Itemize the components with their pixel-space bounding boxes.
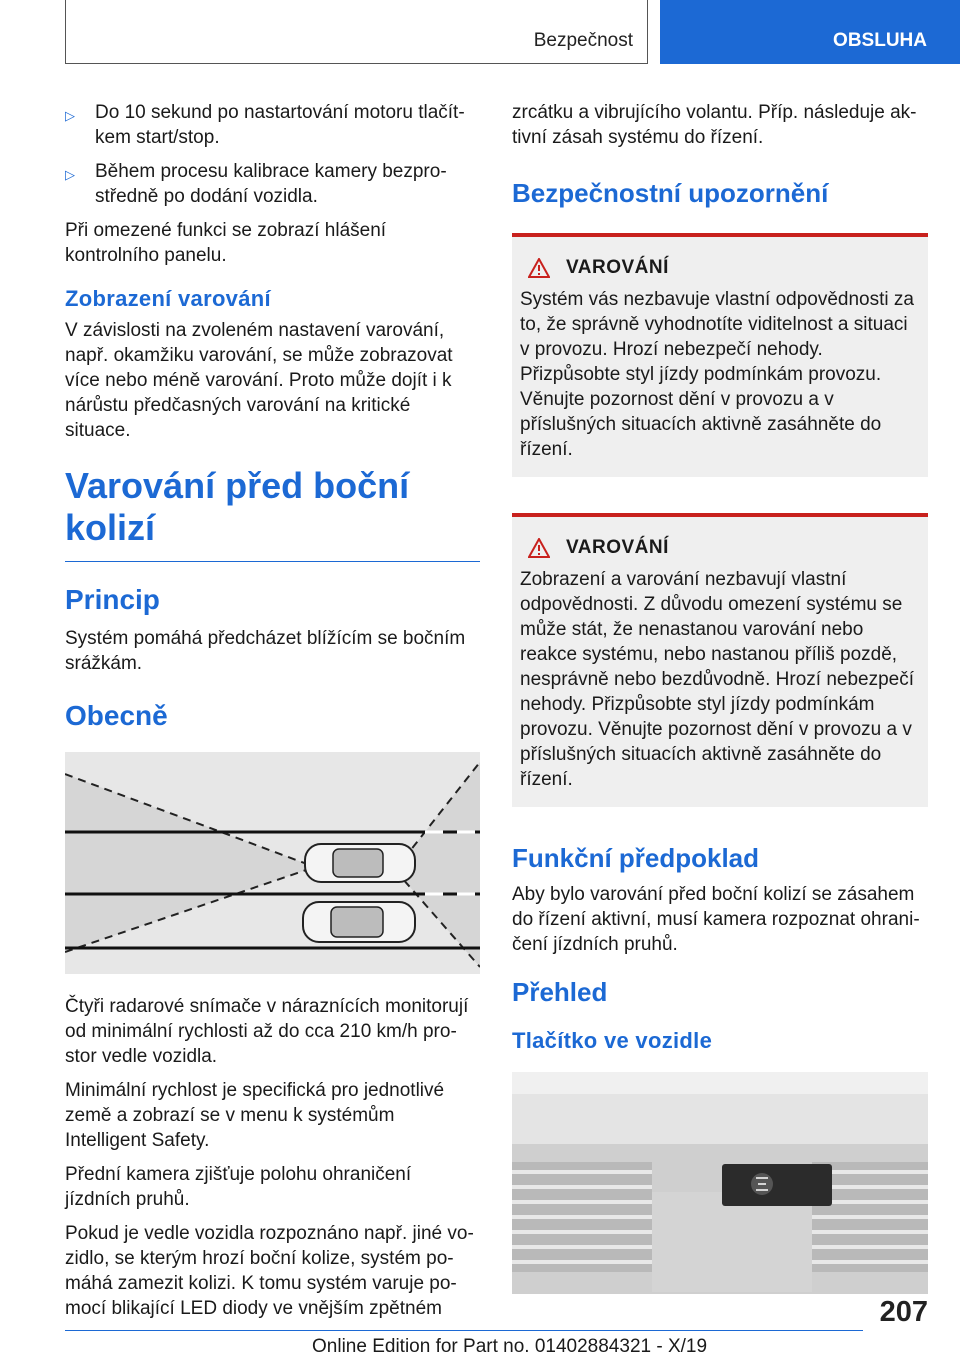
heading-function: Funkční předpoklad <box>512 843 760 873</box>
subheading-display: Zobrazení varování <box>65 286 271 311</box>
header-section-title: Bezpečnost <box>533 30 633 51</box>
footer-divider <box>65 1330 863 1331</box>
heading-overview: Přehled <box>512 977 608 1007</box>
warning-title <box>528 257 920 279</box>
header-tab-label: OBSLUHA <box>833 30 927 51</box>
list-item-text: Do 10 sekund po nastartování motoru tlačítkem start/stop. <box>95 102 465 148</box>
warning-box <box>512 513 928 807</box>
page-number: 207 <box>879 1296 928 1328</box>
warning-box <box>512 233 928 477</box>
subheading-button: Tlačítko ve vozidle <box>512 1028 713 1053</box>
paragraph: Pokud je vedle vozidla rozpoznáno např. jiné vozidlo, se kterým hrozí boční kolize, systém pomáhá zamezit kolizi. K tomu systém varuje pomocí blikající LED diody ve vnějším zpětném <box>65 1223 474 1319</box>
warning-text: Zobrazení a varování nezbavují vlastní odpovědnosti. Z důvodu omezení systému se může stát, že nenastanou varování nebo reakce systému, nebo nastanou příliš pozdě, nesprávně nebo bezdůvodně. Hrozí nebezpečí nehody. Přizpůsobte styl jízdy podmínkám provozu. Věnujte pozornost dění v provozu a v příslušných situacích aktivně zasáhněte do řízení. <box>520 569 914 790</box>
triangle-bullet-icon: ▷ <box>65 167 75 182</box>
paragraph: V závislosti na zvoleném nastavení varování, např. okamžiku varování, se může zobrazovat více nebo méně varování. Proto může dojít i k nárůstu předčasných varování na kritické situace. <box>65 320 453 441</box>
lane-keeping-button[interactable] <box>722 1164 832 1206</box>
list-item <box>65 100 480 150</box>
paragraph: Přední kamera zjišťuje polohu ohraničení jízdních pruhů. <box>65 1164 412 1210</box>
header-box <box>65 0 648 64</box>
chapter-title: Varování před boční kolizí <box>65 465 410 548</box>
warning-title-text: VAROVÁNÍ <box>566 537 669 558</box>
list-item-text: Během procesu kalibrace kamery bezprostředně po dodání vozidla. <box>95 161 447 207</box>
paragraph: Systém pomáhá předcházet blížícím se bočním srážkám. <box>65 628 466 674</box>
paragraph: Aby bylo varování před boční kolizí se zásahem do řízení aktivní, musí kamera rozpoznat ohraničení jízdních pruhů. <box>512 884 920 955</box>
footer-edition: Online Edition for Part no. 01402884321 - X/19 <box>312 1336 708 1357</box>
heading-safety: Bezpečnostní upozornění <box>512 178 829 208</box>
button-in-vehicle-image <box>512 1072 928 1294</box>
heading-princip: Princip <box>65 584 160 615</box>
paragraph: Čtyři radarové snímače v náraznících monitorují od minimální rychlosti až do cca 210 km/h prostor vedle vozidla. <box>65 996 469 1067</box>
triangle-bullet-icon: ▷ <box>65 108 75 123</box>
heading-obecne: Obecně <box>65 700 168 731</box>
warning-triangle-icon <box>528 258 550 278</box>
warning-title-text: VAROVÁNÍ <box>566 257 669 278</box>
warning-title <box>528 537 920 559</box>
road-diagram-illustration <box>65 752 480 974</box>
car-icon <box>303 902 415 942</box>
warning-text: Systém vás nezbavuje vlastní odpovědnosti za to, že správně vyhodnotíte viditelnost a situaci v provozu. Hrozí nebezpečí nehody. Přizpůsobte styl jízdy podmínkám provozu. Věnujte pozornost dění v provozu a v příslušných situacích aktivně zasáhněte do řízení. <box>520 289 914 460</box>
header-tab[interactable] <box>660 0 960 64</box>
warning-triangle-icon <box>528 538 550 558</box>
lane-diagram-figure <box>65 752 480 974</box>
paragraph: Při omezené funkci se zobrazí hlášení kontrolního panelu. <box>65 220 387 266</box>
left-column <box>65 100 480 1330</box>
list-item <box>65 159 480 209</box>
divider <box>65 561 480 562</box>
paragraph: zrcátku a vibrujícího volantu. Příp. následuje aktivní zásah systému do řízení. <box>512 102 917 148</box>
paragraph: Minimální rychlost je specifická pro jednotlivé země a zobrazí se v menu k systémům Intelligent Safety. <box>65 1080 445 1151</box>
right-column <box>512 100 928 1294</box>
car-icon <box>305 844 415 882</box>
